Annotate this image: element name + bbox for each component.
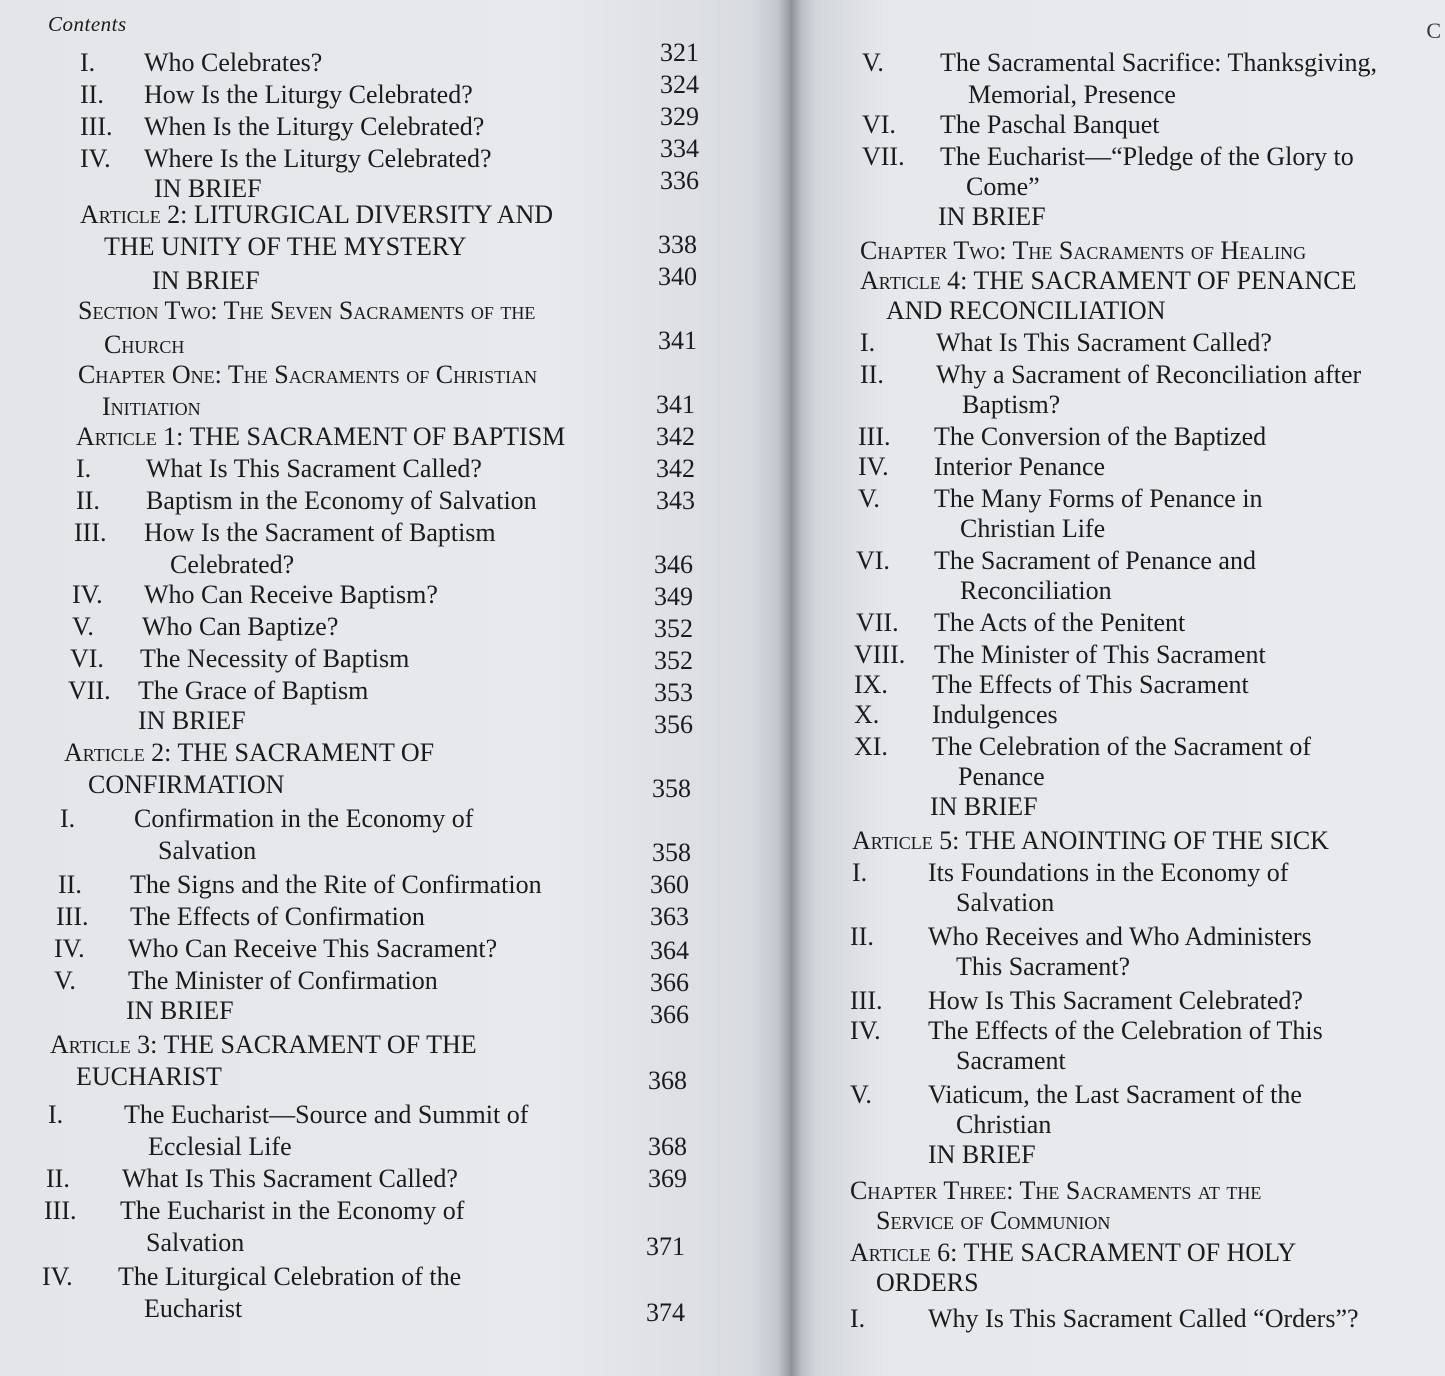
book-gutter: [778, 0, 802, 1376]
toc-line: Article 2: LITURGICAL DIVERSITY AND: [80, 200, 554, 229]
page-number: 371: [646, 1232, 685, 1261]
toc-line: THE UNITY OF THE MYSTERY: [104, 232, 467, 261]
toc-line: II. Why a Sacrament of Reconciliation after: [860, 360, 1362, 389]
toc-line: Salvation: [956, 888, 1055, 917]
toc-line: AND RECONCILIATION: [886, 296, 1166, 325]
page-number: 349: [654, 582, 693, 611]
toc-line: Section Two: The Seven Sacraments of the: [78, 296, 536, 325]
toc-line: XI. The Celebration of the Sacrament of: [854, 732, 1312, 761]
right-page: [790, 0, 1445, 1376]
toc-line: This Sacrament?: [956, 952, 1130, 981]
toc-line: Article 3: THE SACRAMENT OF THE: [50, 1030, 477, 1059]
toc-line: III. When Is the Liturgy Celebrated?: [80, 112, 485, 141]
toc-line: V. The Sacramental Sacrifice: Thanksgiving,: [862, 48, 1378, 77]
toc-line: V. The Minister of Confirmation: [54, 966, 438, 995]
page-number: 342: [656, 422, 695, 451]
page-number: 368: [648, 1066, 687, 1095]
toc-line: Chapter One: The Sacraments of Christian: [78, 360, 538, 389]
toc-line: Article 2: THE SACRAMENT OF: [64, 738, 435, 767]
running-head: Contents: [48, 12, 127, 36]
page-number: 338: [658, 230, 697, 259]
toc-line: Salvation: [146, 1228, 245, 1257]
page-number: 343: [656, 486, 695, 515]
toc-line: X. Indulgences: [854, 700, 1058, 729]
toc-line: Reconciliation: [960, 576, 1112, 605]
toc-line: III. How Is This Sacrament Celebrated?: [850, 986, 1303, 1015]
page-number: 346: [654, 550, 693, 579]
toc-line: II. What Is This Sacrament Called?: [46, 1164, 458, 1193]
page-number: 334: [660, 134, 699, 163]
toc-line: Church: [104, 330, 185, 359]
page-number: 341: [658, 326, 697, 355]
page-number: 366: [650, 968, 689, 997]
toc-line: V. The Many Forms of Penance in: [858, 484, 1263, 513]
toc-line: Ecclesial Life: [148, 1132, 292, 1161]
toc-line: Chapter Two: The Sacraments of Healing: [860, 236, 1307, 265]
toc-line: II. How Is the Liturgy Celebrated?: [80, 80, 473, 109]
toc-line: III. The Conversion of the Baptized: [858, 422, 1267, 451]
page-number: 321: [660, 38, 699, 67]
page-number: 341: [656, 390, 695, 419]
page-number: 353: [654, 678, 693, 707]
toc-line: II. Who Receives and Who Administers: [850, 922, 1312, 951]
page-number: 358: [652, 838, 691, 867]
toc-line: Penance: [958, 762, 1045, 791]
toc-line: I. Who Celebrates?: [80, 48, 323, 77]
page-number: 336: [660, 166, 699, 195]
toc-line: II. Baptism in the Economy of Salvation: [76, 486, 537, 515]
toc-line: Sacrament: [956, 1046, 1066, 1075]
toc-line: Christian: [956, 1110, 1052, 1139]
toc-line: IV. The Effects of the Celebration of This: [850, 1016, 1323, 1045]
toc-line: Article 5: THE ANOINTING OF THE SICK: [852, 826, 1329, 855]
toc-line: IV. Where Is the Liturgy Celebrated?: [80, 144, 492, 173]
toc-line: Service of Communion: [876, 1206, 1111, 1235]
toc-line: Christian Life: [960, 514, 1106, 543]
page-number: 358: [652, 774, 691, 803]
page-number: 342: [656, 454, 695, 483]
toc-line: Memorial, Presence: [968, 80, 1176, 109]
page-number: 364: [650, 936, 689, 965]
toc-line: I. Confirmation in the Economy of: [60, 804, 474, 833]
toc-line: IV. Who Can Receive Baptism?: [72, 580, 438, 609]
toc-line: IV. Who Can Receive This Sacrament?: [54, 934, 498, 963]
toc-line: VIII. The Minister of This Sacrament: [854, 640, 1266, 669]
page-number: 360: [650, 870, 689, 899]
toc-line: VI. The Sacrament of Penance and: [856, 546, 1256, 575]
toc-line: IN BRIEF: [930, 792, 1038, 821]
page-number: 356: [654, 710, 693, 739]
toc-line: IX. The Effects of This Sacrament: [854, 670, 1249, 699]
toc-line: Article 4: THE SACRAMENT OF PENANCE: [860, 266, 1357, 295]
toc-line: III. The Eucharist in the Economy of: [44, 1196, 465, 1225]
toc-line: II. The Signs and the Rite of Confirmation: [58, 870, 542, 899]
toc-line: III. The Effects of Confirmation: [56, 902, 425, 931]
page-number: 374: [646, 1298, 685, 1327]
page-number: 340: [658, 262, 697, 291]
toc-line: Salvation: [158, 836, 257, 865]
page-number: 352: [654, 646, 693, 675]
toc-line: IN BRIEF: [152, 266, 260, 295]
toc-line: VII. The Acts of the Penitent: [856, 608, 1186, 637]
toc-line: Baptism?: [962, 390, 1061, 419]
toc-line: ORDERS: [876, 1268, 979, 1297]
toc-line: VI. The Paschal Banquet: [862, 110, 1160, 139]
page-number: 366: [650, 1000, 689, 1029]
page-number: 329: [660, 102, 699, 131]
page-number: 368: [648, 1132, 687, 1161]
toc-line: IN BRIEF: [154, 174, 262, 203]
toc-line: Celebrated?: [170, 550, 295, 579]
toc-line: Chapter Three: The Sacraments at the: [850, 1176, 1262, 1205]
toc-line: CONFIRMATION: [88, 770, 285, 799]
page-number: 352: [654, 614, 693, 643]
toc-line: EUCHARIST: [76, 1062, 222, 1091]
toc-line: IN BRIEF: [138, 706, 246, 735]
toc-line: I. What Is This Sacrament Called?: [860, 328, 1272, 357]
toc-line: Article 1: THE SACRAMENT OF BAPTISM: [76, 422, 566, 451]
toc-line: IN BRIEF: [938, 202, 1046, 231]
toc-line: V. Viaticum, the Last Sacrament of the: [850, 1080, 1302, 1109]
toc-line: VII. The Eucharist—“Pledge of the Glory to: [862, 142, 1354, 171]
toc-line: VI. The Necessity of Baptism: [70, 644, 410, 673]
page-number: 363: [650, 902, 689, 931]
toc-line: Eucharist: [144, 1294, 243, 1323]
toc-line: Initiation: [102, 392, 201, 421]
toc-line: V. Who Can Baptize?: [72, 612, 339, 641]
toc-line: I. Why Is This Sacrament Called “Orders”?: [850, 1304, 1359, 1333]
toc-line: IV. Interior Penance: [858, 452, 1106, 481]
toc-line: Come”: [966, 172, 1040, 201]
toc-line: IN BRIEF: [126, 996, 234, 1025]
page-number: 324: [660, 70, 699, 99]
toc-line: I. What Is This Sacrament Called?: [76, 454, 482, 483]
toc-line: Article 6: THE SACRAMENT OF HOLY: [850, 1238, 1297, 1267]
page-number: 369: [648, 1164, 687, 1193]
toc-line: VII. The Grace of Baptism: [68, 676, 369, 705]
toc-line: IN BRIEF: [928, 1140, 1036, 1169]
toc-line: IV. The Liturgical Celebration of the: [42, 1262, 462, 1291]
corner-glyph: C: [1426, 18, 1441, 43]
toc-line: III. How Is the Sacrament of Baptism: [74, 518, 496, 547]
toc-line: I. Its Foundations in the Economy of: [852, 858, 1289, 887]
toc-line: I. The Eucharist—Source and Summit of: [48, 1100, 529, 1129]
